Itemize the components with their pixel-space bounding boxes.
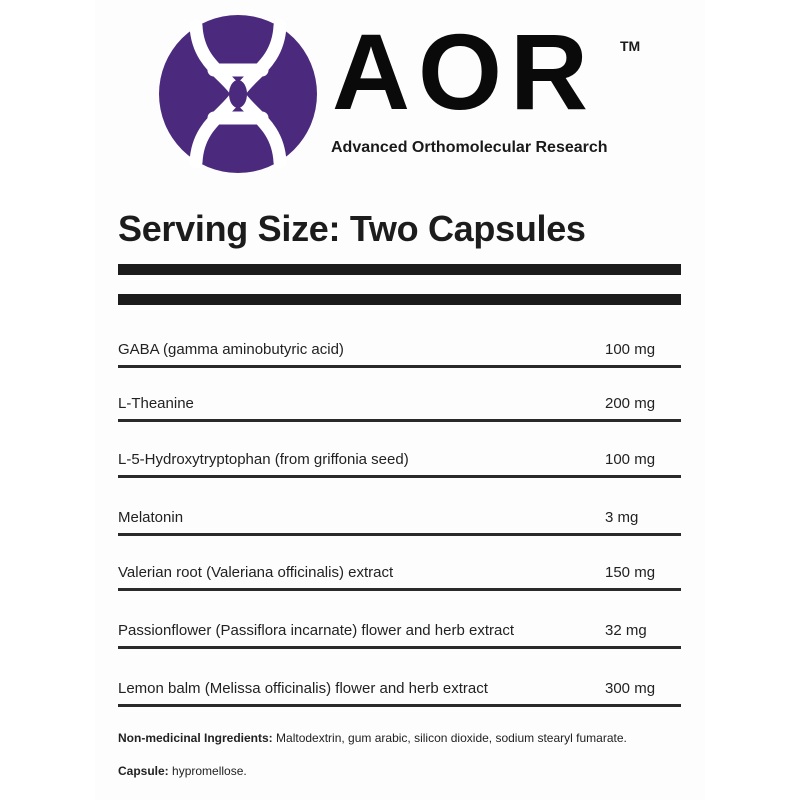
row-divider [118,704,681,707]
row-divider [118,475,681,478]
capsule-info [118,764,247,778]
non-medicinal-ingredients [118,731,627,745]
capsule-text: hypromellose. [168,764,247,778]
ingredient-amount: 200 mg [605,395,656,412]
ingredient-row [118,395,681,425]
non-medicinal-text: Maltodextrin, gum arabic, silicon dioxide, sodium stearyl fumarate. [272,731,627,745]
capsule-label: Capsule: [118,764,169,778]
ingredient-name: GABA (gamma aminobutyric acid) [118,341,344,358]
ingredient-row [118,680,681,710]
ingredient-name: Passionflower (Passiflora incarnate) flower and herb extract [118,622,515,639]
ingredient-amount: 3 mg [605,509,639,526]
divider-bar-top [118,264,681,275]
row-divider [118,588,681,591]
serving-size-heading: Serving Size: Two Capsules [118,208,586,249]
non-medicinal-label: Non-medicinal Ingredients: [118,731,273,745]
ingredient-row [118,622,681,652]
trademark-mark: TM [620,38,641,54]
ingredient-name: Lemon balm (Melissa officinalis) flower and herb extract [118,680,488,697]
row-divider [118,419,681,422]
ingredient-amount: 100 mg [605,341,656,358]
ingredient-amount: 32 mg [605,622,647,639]
ingredient-row [118,451,681,481]
row-divider [118,533,681,536]
ingredient-name: Melatonin [118,509,184,526]
ingredient-name: Valerian root (Valeriana officinalis) extract [118,564,394,581]
divider-bar-second [118,294,681,305]
ingredient-row [118,564,681,594]
ingredient-amount: 100 mg [605,451,656,468]
ingredient-row [118,341,681,371]
ingredient-row [118,509,681,539]
brand-tagline: Advanced Orthomolecular Research [331,139,608,156]
row-divider [118,646,681,649]
ingredient-amount: 300 mg [605,680,656,697]
ingredient-amount: 150 mg [605,564,656,581]
ingredient-name: L-5-Hydroxytryptophan (from griffonia seed) [118,451,409,468]
row-divider [118,365,681,368]
aor-emblem-logo [158,14,318,174]
brand-name: AOR [332,11,596,132]
ingredient-name: L-Theanine [118,395,194,412]
